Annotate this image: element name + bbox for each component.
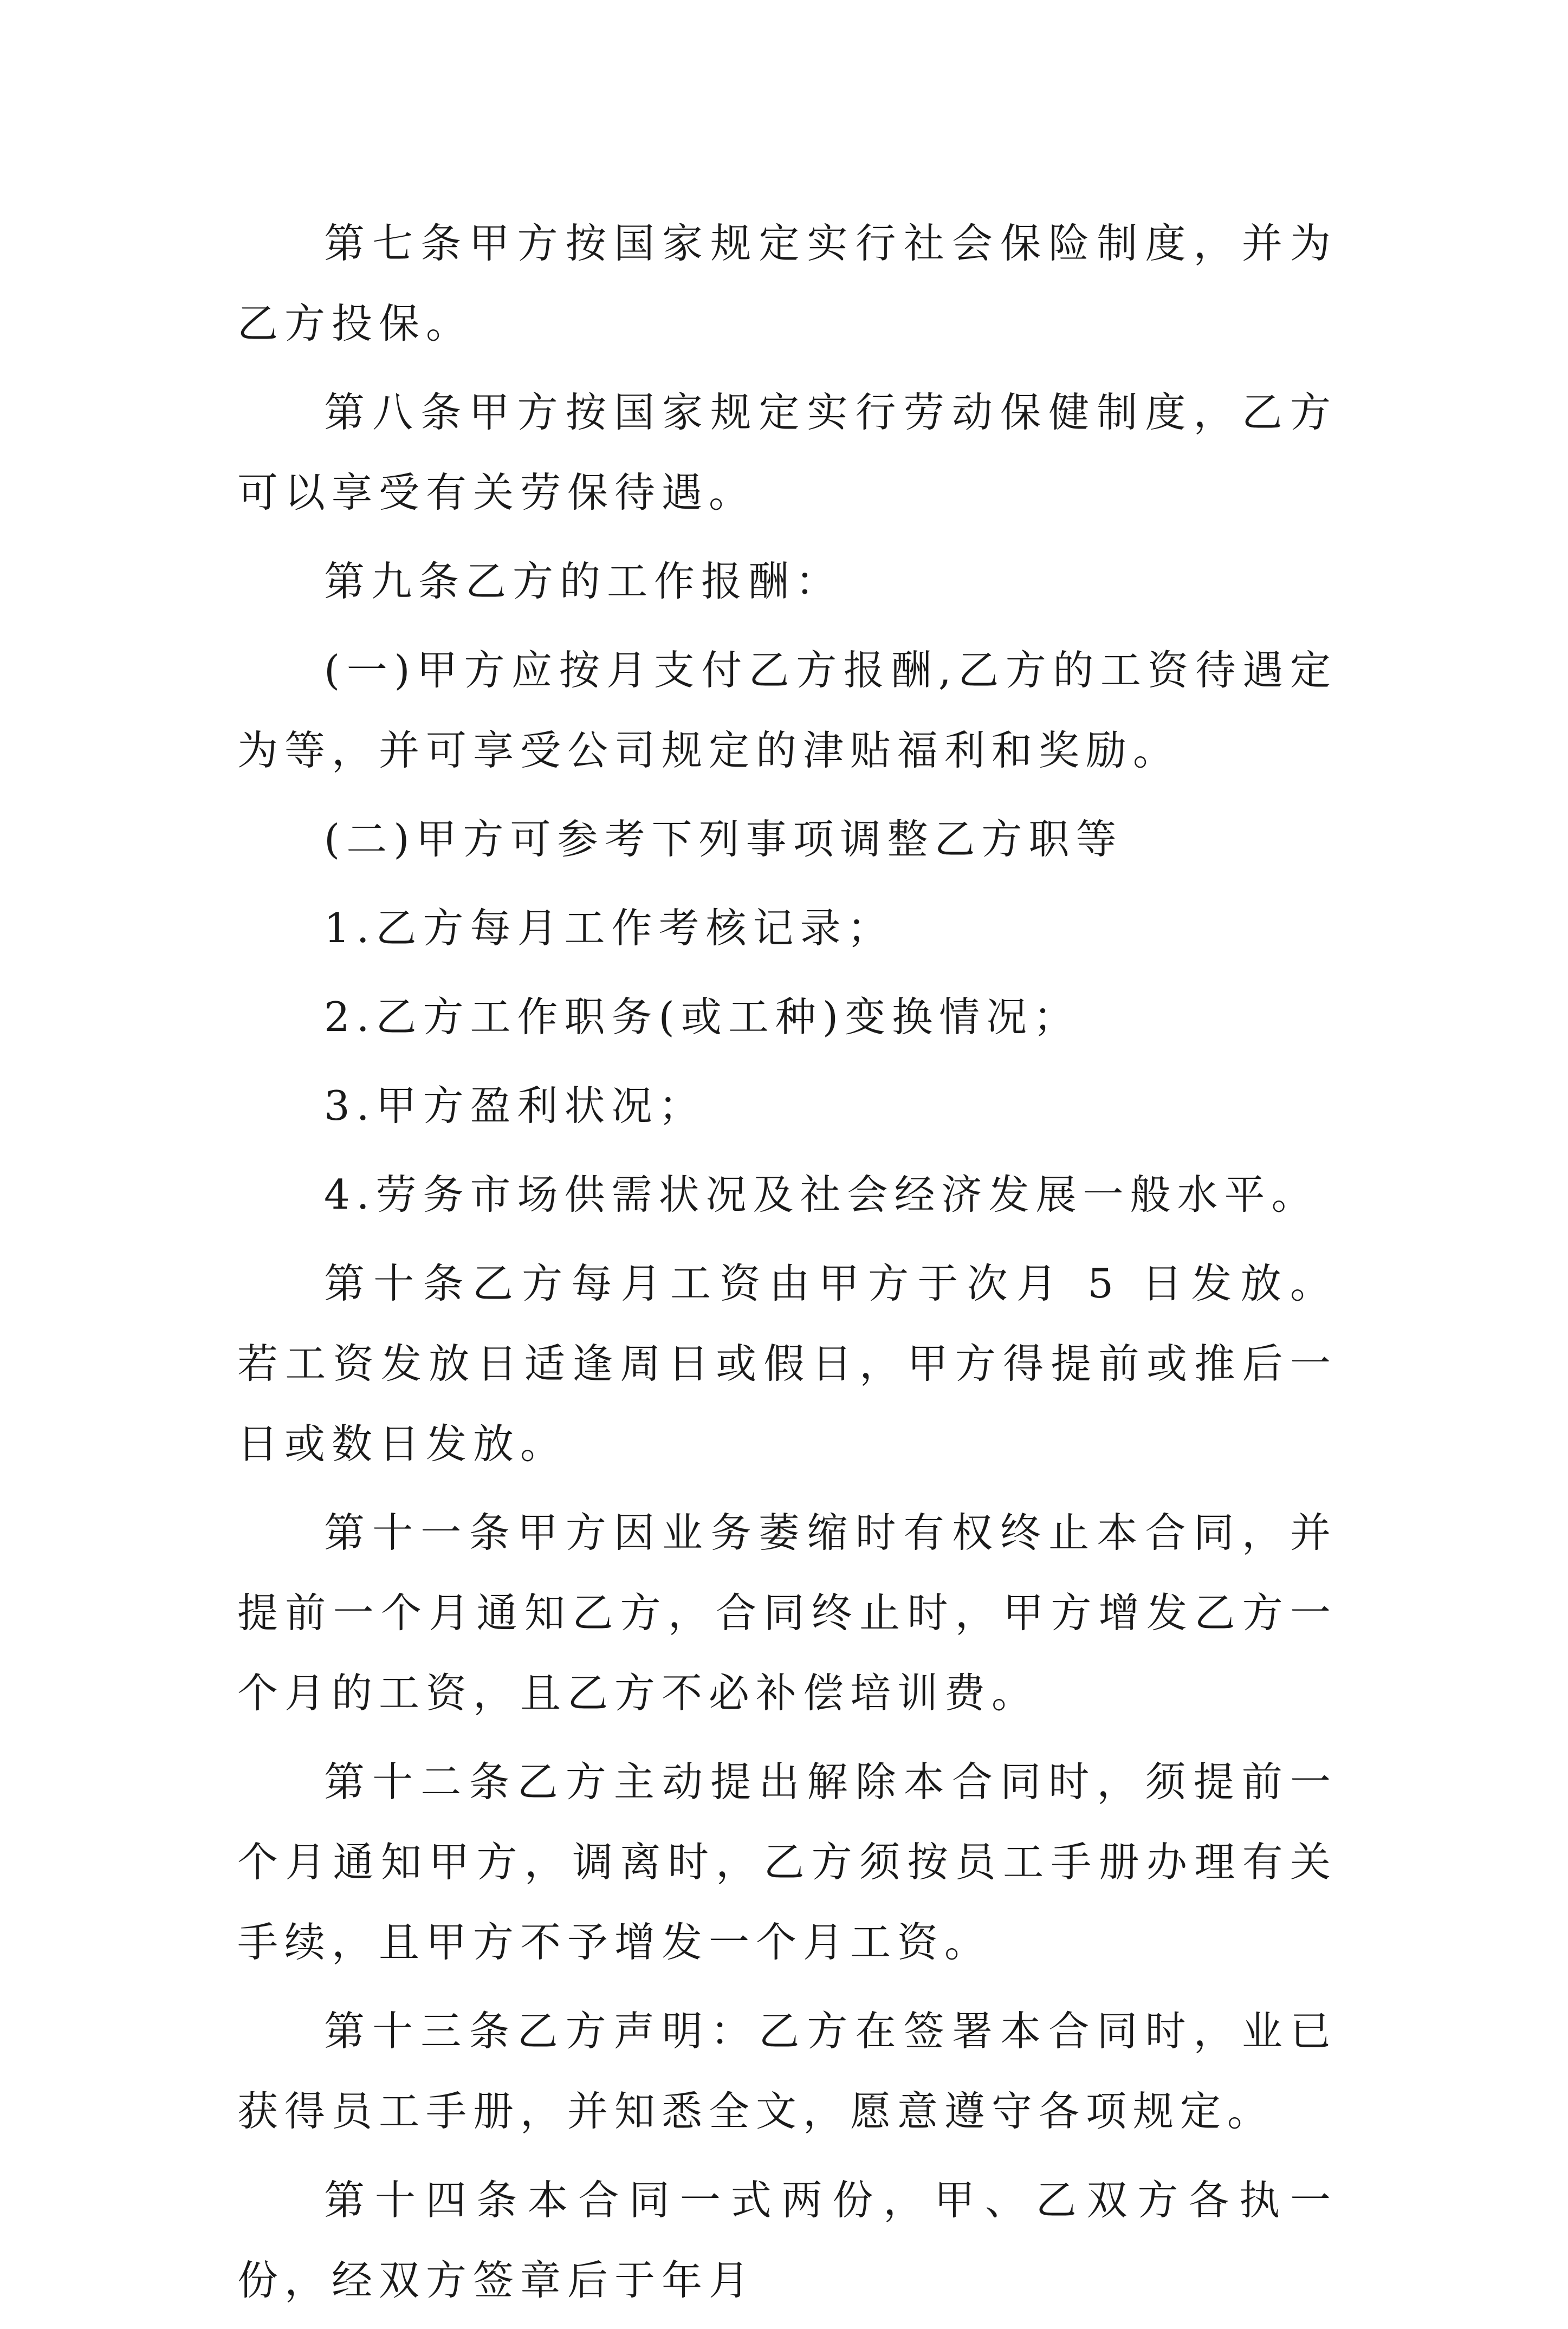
- document-body: [237, 203, 1337, 2329]
- paragraph-article-12: 第十二条乙方主动提出解除本合同时，须提前一个月通知甲方，调离时，乙方须按员工手册办理有关手续，且甲方不予增发一个月工资。: [237, 1758, 1337, 1966]
- list-item-1: 1.乙方每月工作考核记录；: [324, 904, 895, 952]
- paragraph-article-11: 第十一条甲方因业务萎缩时有权终止本合同，并提前一个月通知乙方，合同终止时，甲方增发乙方一个月的工资，且乙方不必补偿培训费。: [237, 1509, 1337, 1717]
- paragraph-article-8: 第八条甲方按国家规定实行劳动保健制度，乙方可以享受有关劳保待遇。: [237, 388, 1337, 516]
- paragraph-article-10: 第十条乙方每月工资由甲方于次月 5 日发放。若工资发放日适逢周日或假日，甲方得提前或推后一日或数日发放。: [237, 1260, 1337, 1468]
- paragraph-article-7: 第七条甲方按国家规定实行社会保险制度，并为乙方投保。: [237, 219, 1337, 347]
- paragraph-article-9: 第九条乙方的工作报酬：: [324, 557, 843, 605]
- list-item-3: 3.甲方盈利状况；: [324, 1082, 706, 1130]
- paragraph-article-9-item-1: (一)甲方应按月支付乙方报酬,乙方的工资待遇定为等，并可享受公司规定的津贴福利和奖励。: [237, 646, 1337, 774]
- paragraph-article-13: 第十三条乙方声明：乙方在签署本合同时，业已获得员工手册，并知悉全文，愿意遵守各项规定。: [237, 2007, 1337, 2135]
- paragraph-article-14: 第十四条本合同一式两份，甲、乙双方各执一份，经双方签章后于年月: [237, 2176, 1337, 2304]
- list-item-4: 4.劳务市场供需状况及社会经济发展一般水平。: [324, 1171, 1319, 1218]
- list-item-2: 2.乙方工作职务(或工种)变换情况；: [324, 993, 1081, 1041]
- paragraph-article-9-item-2: (二)甲方可参考下列事项调整乙方职等: [324, 815, 1123, 863]
